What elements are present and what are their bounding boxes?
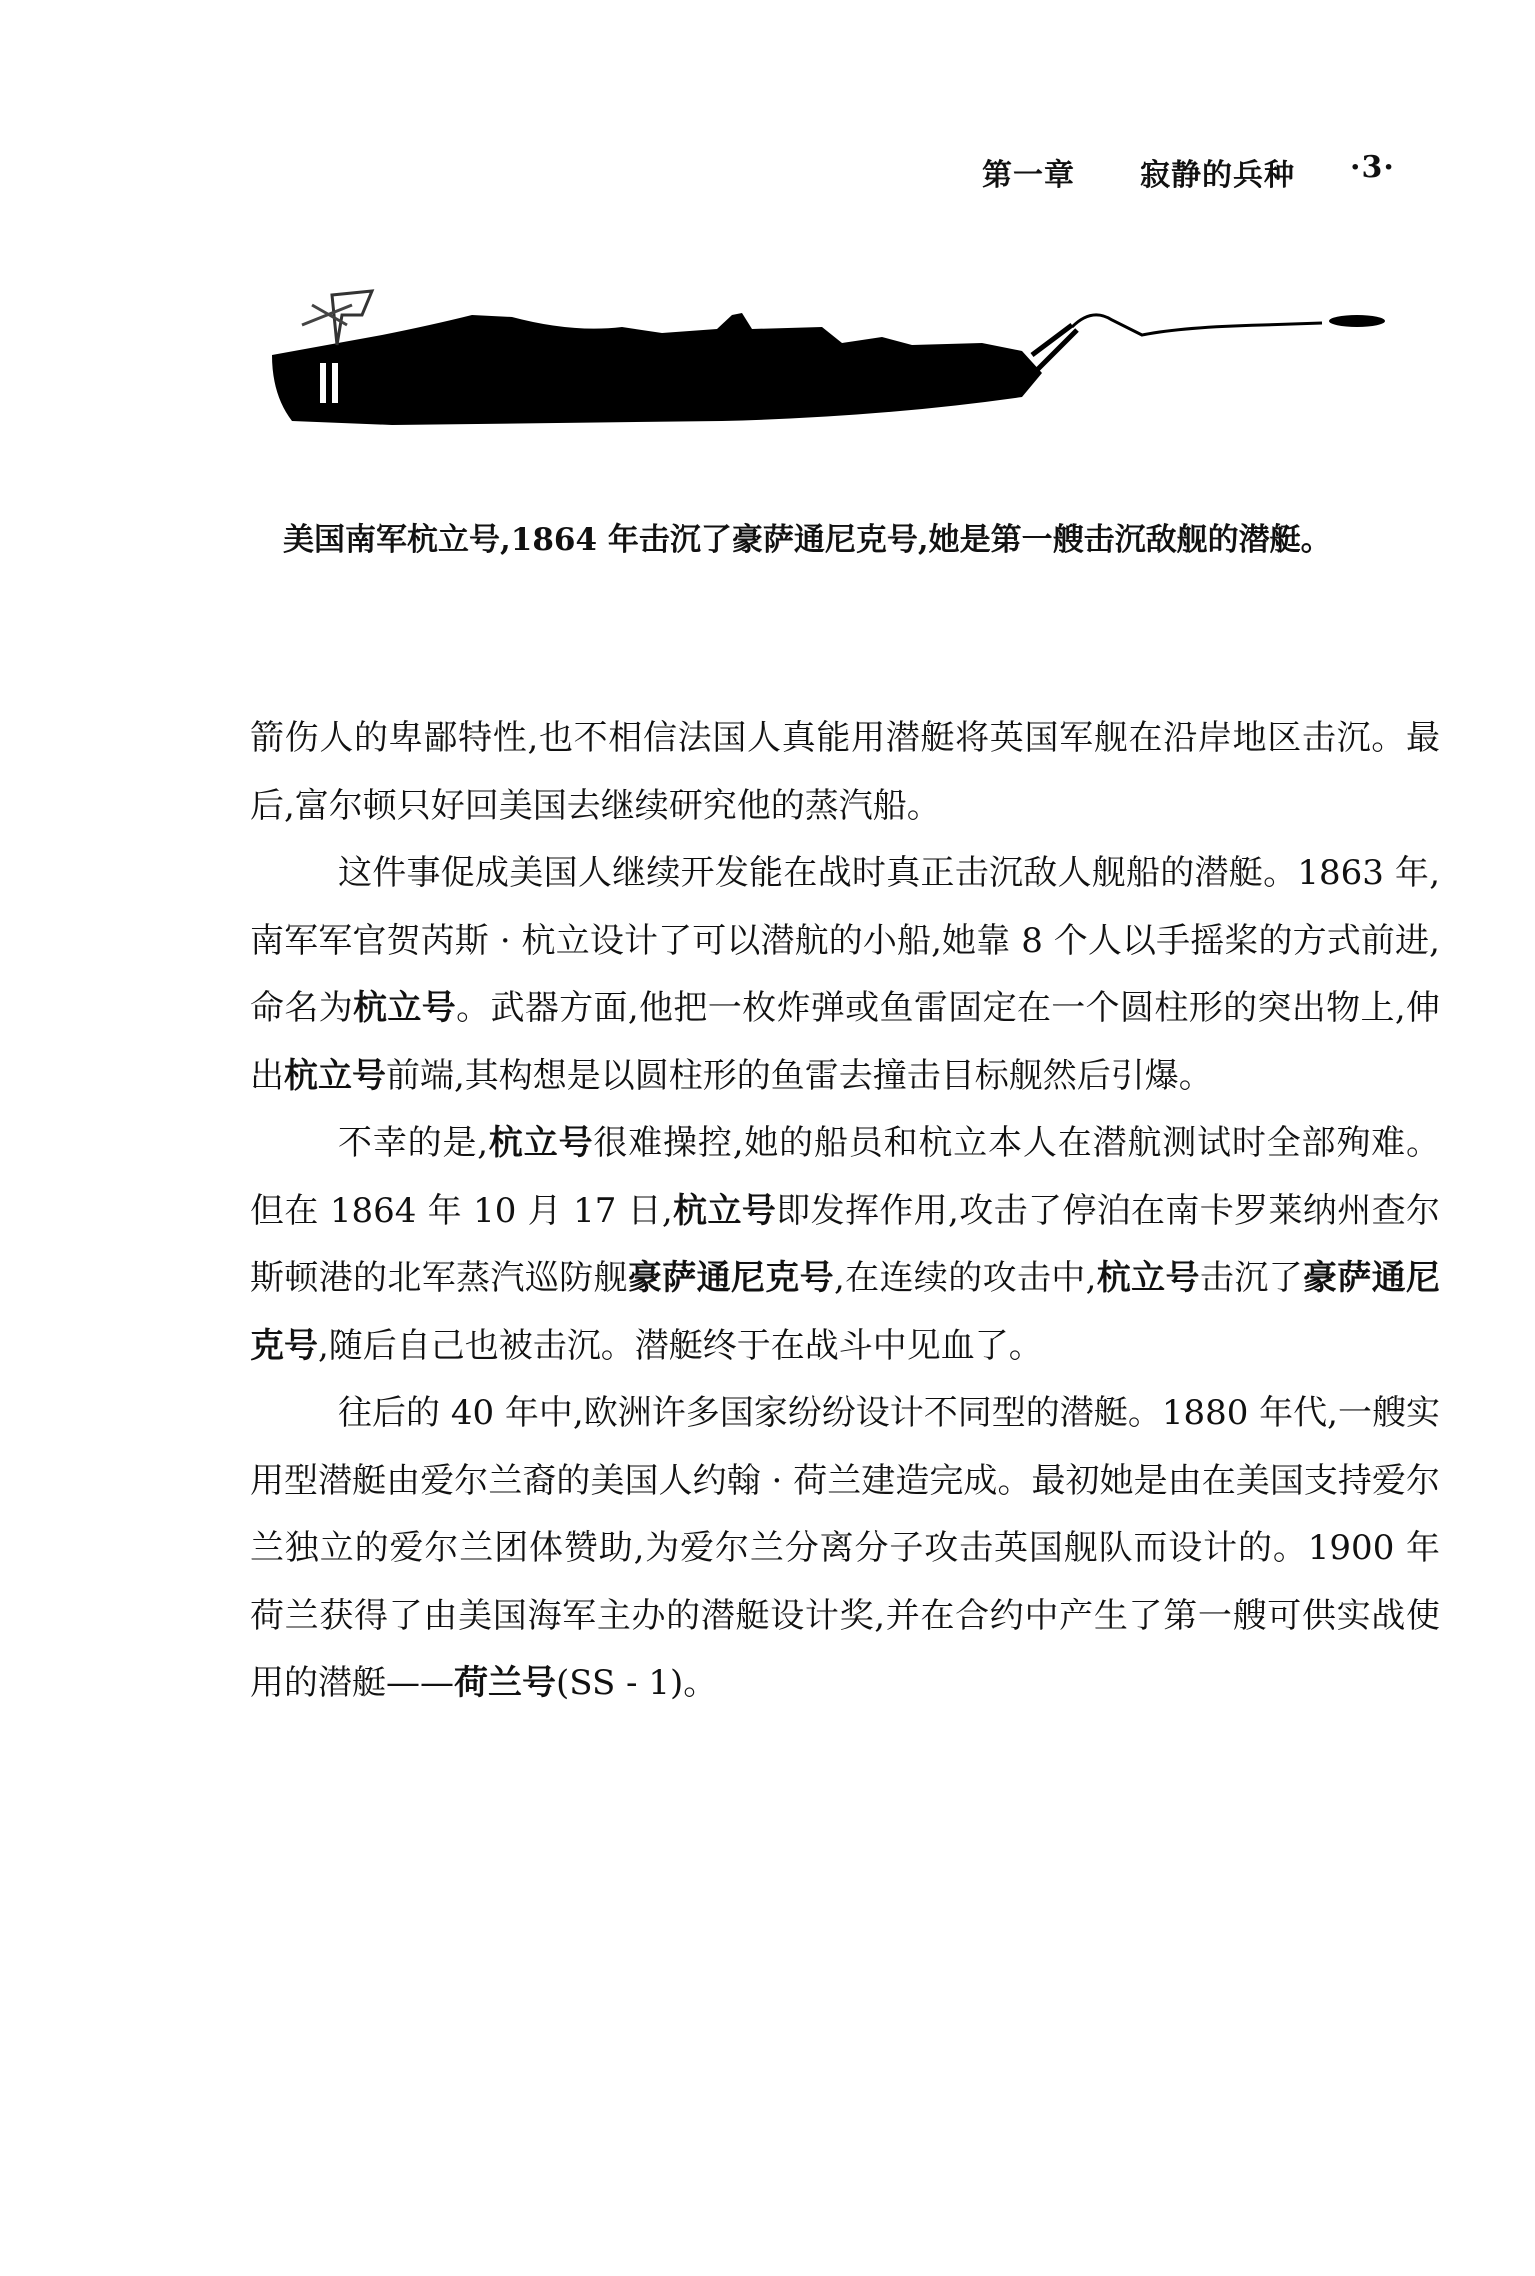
paragraph: 箭伤人的卑鄙特性,也不相信法国人真能用潜艇将英国军舰在沿岸地区击沉。最后,富尔顿只好回美国去继续研究他的蒸汽船。 [250,718,1440,826]
text-span: 很难操控,她的船员和杭立本人在潜航测试时全部殉难。但在 1864 年 10 月 17 日, [250,1123,1440,1231]
bold-term: 豪萨通尼克号 [627,1258,835,1298]
paragraph [250,840,1440,1110]
text-span: 不幸的是, [338,1123,489,1163]
paragraph [250,1380,1440,1718]
bold-term: 荷兰号 [454,1663,556,1703]
bold-term: 杭立号 [488,1123,594,1163]
text-span: 前端,其构想是以圆柱形的鱼雷去撞击目标舰然后引爆。 [386,1055,1213,1096]
bold-term: 杭立号 [353,988,457,1028]
text-span: 。武器方面,他把一枚炸弹或鱼雷固定在一个圆柱形的突出物上,伸出 [250,988,1440,1096]
text-span: ,在连续的攻击中, [834,1258,1097,1298]
text-span: (SS - 1)。 [556,1663,718,1703]
text-span: 往后的 40 年中,欧洲许多国家纷纷设计不同型的潜艇。1880 年代,一艘实用型潜艇由爱尔兰裔的美国人约翰 · 荷兰建造完成。最初她是由在美国支持爱尔兰独立的爱尔兰团体赞助,为爱尔兰分离分子攻击英国舰队而设计的。1900 年荷兰获得了由美国海军主办的潜艇设计奖,并在合约中产生了第一艘可供实战使用的潜艇—— [250,1393,1440,1703]
text-span: ,随后自己也被击沉。潜艇终于在战斗中见血了。 [318,1325,1043,1366]
text-span: 击沉了 [1199,1258,1303,1298]
page-number: ·3· [1350,150,1395,185]
paragraph [250,1110,1440,1380]
bold-term: 杭立号 [672,1190,777,1231]
text-span: 即发挥作用,攻击了停泊在南卡罗莱纳州查尔斯顿港的北军蒸汽巡防舰 [250,1190,1440,1298]
text-span: 这件事促成美国人继续开发能在战时真正击沉敌人舰船的潜艇。1863 年,南军军官贺芮斯 · 杭立设计了可以潜航的小船,她靠 8 个人以手摇桨的方式前进,命名为 [250,853,1440,1028]
chapter-title: 寂静的兵种 [1140,158,1295,193]
caption-text: ,1864 年击沉了 [500,522,732,558]
bold-term: 杭立号 [284,1055,386,1096]
caption-bold: 杭立号 [407,522,500,558]
submarine-silhouette-icon [262,285,1412,435]
bold-term: 杭立号 [1096,1258,1200,1298]
bold-term: 豪萨通尼克号 [250,1258,1441,1366]
caption-text: 美国南军 [283,522,407,558]
caption-bold: 豪萨通尼克号 [731,522,918,558]
body-text [250,705,1440,1718]
caption-text: ,她是第一艘击沉敌舰的潜艇。 [917,522,1332,558]
chapter-label: 第一章 [982,158,1075,193]
figure-caption [283,515,1433,565]
